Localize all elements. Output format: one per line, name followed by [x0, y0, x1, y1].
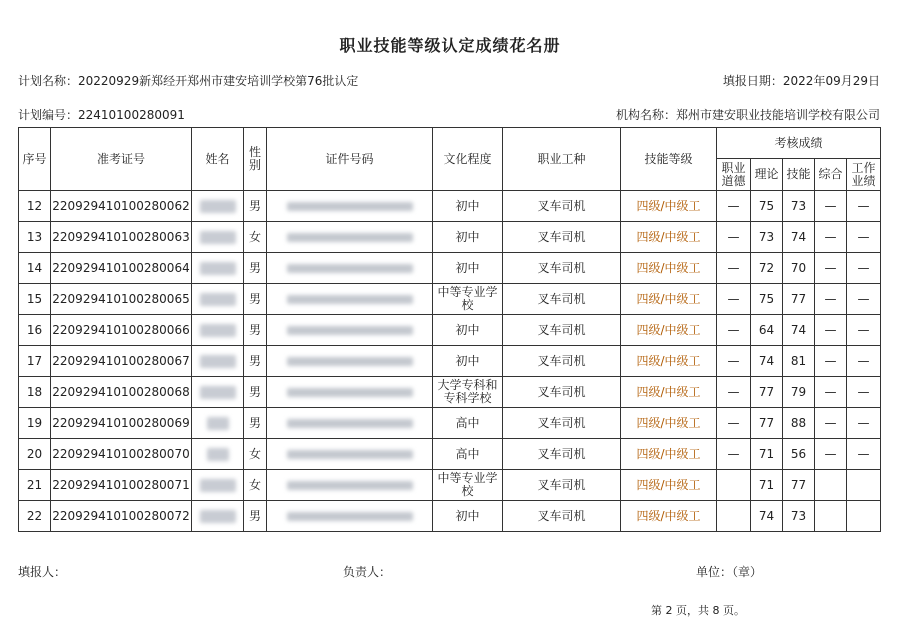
- redacted-name: [200, 355, 236, 368]
- cell-occupation: 叉车司机: [503, 377, 621, 408]
- page-indicator: 第 2 页，共 8 页。: [651, 604, 745, 617]
- cell-occupation: 叉车司机: [503, 191, 621, 222]
- cell-performance: —: [847, 377, 881, 408]
- cell-exam-no: 220929410100280063: [51, 222, 192, 253]
- cell-seq: 17: [19, 346, 51, 377]
- cell-name: [192, 408, 244, 439]
- cell-name: [192, 253, 244, 284]
- cell-occupation: 叉车司机: [503, 284, 621, 315]
- redacted-name: [200, 200, 236, 213]
- cell-theory: 74: [751, 501, 783, 532]
- organization-name: 机构名称：郑州市建安职业技能培训学校有限公司: [615, 108, 880, 122]
- cell-theory: 72: [751, 253, 783, 284]
- cell-skill: 88: [783, 408, 815, 439]
- cell-exam-no: 220929410100280072: [51, 501, 192, 532]
- cell-gender: 男: [244, 191, 267, 222]
- cell-seq: 14: [19, 253, 51, 284]
- cell-level: 四级/中级工: [621, 408, 717, 439]
- cell-level: 四级/中级工: [621, 284, 717, 315]
- cell-skill: 81: [783, 346, 815, 377]
- cell-name: [192, 315, 244, 346]
- cell-skill: 56: [783, 439, 815, 470]
- cell-occupation: 叉车司机: [503, 470, 621, 501]
- cell-performance: —: [847, 222, 881, 253]
- cell-skill: 77: [783, 470, 815, 501]
- cell-performance: [847, 470, 881, 501]
- cell-theory: 74: [751, 346, 783, 377]
- cell-occupation: 叉车司机: [503, 439, 621, 470]
- table-row: [19, 377, 881, 408]
- cell-gender: 男: [244, 253, 267, 284]
- cell-theory: 71: [751, 439, 783, 470]
- cell-level: 四级/中级工: [621, 222, 717, 253]
- cell-comprehensive: —: [815, 191, 847, 222]
- redacted-id: [287, 388, 413, 397]
- cell-performance: —: [847, 439, 881, 470]
- cell-performance: [847, 501, 881, 532]
- cell-exam-no: 220929410100280062: [51, 191, 192, 222]
- cell-gender: 男: [244, 315, 267, 346]
- col-exam-no: 准考证号: [51, 128, 192, 191]
- cell-id-no: [267, 284, 433, 315]
- cell-seq: 15: [19, 284, 51, 315]
- cell-comprehensive: —: [815, 408, 847, 439]
- table-row: [19, 346, 881, 377]
- cell-comprehensive: —: [815, 377, 847, 408]
- cell-ethics: —: [717, 191, 751, 222]
- table-row: [19, 408, 881, 439]
- cell-education: 初中: [433, 191, 503, 222]
- redacted-id: [287, 295, 413, 304]
- cell-skill: 74: [783, 315, 815, 346]
- cell-comprehensive: [815, 470, 847, 501]
- cell-seq: 22: [19, 501, 51, 532]
- plan-number: 计划编号：22410100280091: [18, 108, 185, 122]
- cell-name: [192, 284, 244, 315]
- redacted-id: [287, 419, 413, 428]
- cell-comprehensive: —: [815, 284, 847, 315]
- cell-theory: 73: [751, 222, 783, 253]
- cell-name: [192, 222, 244, 253]
- cell-theory: 75: [751, 191, 783, 222]
- cell-skill: 70: [783, 253, 815, 284]
- cell-seq: 16: [19, 315, 51, 346]
- redacted-name: [200, 293, 236, 306]
- cell-id-no: [267, 470, 433, 501]
- cell-skill: 73: [783, 501, 815, 532]
- col-level: 技能等级: [621, 128, 717, 191]
- reporter-label: 填报人：: [18, 565, 67, 579]
- col-comprehensive: 综合: [815, 159, 847, 191]
- cell-id-no: [267, 377, 433, 408]
- cell-ethics: —: [717, 315, 751, 346]
- cell-occupation: 叉车司机: [503, 501, 621, 532]
- cell-ethics: [717, 501, 751, 532]
- table-row: [19, 439, 881, 470]
- cell-performance: —: [847, 284, 881, 315]
- cell-exam-no: 220929410100280067: [51, 346, 192, 377]
- cell-education: 初中: [433, 253, 503, 284]
- col-seq: 序号: [19, 128, 51, 191]
- cell-id-no: [267, 222, 433, 253]
- cell-exam-no: 220929410100280071: [51, 470, 192, 501]
- redacted-id: [287, 326, 413, 335]
- cell-ethics: —: [717, 346, 751, 377]
- col-skill: 技能: [783, 159, 815, 191]
- cell-gender: 女: [244, 439, 267, 470]
- cell-level: 四级/中级工: [621, 377, 717, 408]
- cell-level: 四级/中级工: [621, 191, 717, 222]
- cell-name: [192, 377, 244, 408]
- cell-id-no: [267, 253, 433, 284]
- redacted-name: [207, 417, 229, 430]
- table-row: [19, 470, 881, 501]
- col-name: 姓名: [192, 128, 244, 191]
- table-row: [19, 315, 881, 346]
- cell-education: 大学专科和专科学校: [433, 377, 503, 408]
- redacted-id: [287, 264, 413, 273]
- cell-theory: 77: [751, 408, 783, 439]
- redacted-name: [200, 479, 236, 492]
- cell-comprehensive: [815, 501, 847, 532]
- cell-seq: 13: [19, 222, 51, 253]
- cell-comprehensive: —: [815, 253, 847, 284]
- cell-ethics: [717, 470, 751, 501]
- cell-skill: 74: [783, 222, 815, 253]
- cell-comprehensive: —: [815, 439, 847, 470]
- cell-exam-no: 220929410100280068: [51, 377, 192, 408]
- cell-performance: —: [847, 346, 881, 377]
- table-row: [19, 191, 881, 222]
- cell-theory: 64: [751, 315, 783, 346]
- cell-education: 初中: [433, 346, 503, 377]
- col-id-no: 证件号码: [267, 128, 433, 191]
- redacted-id: [287, 233, 413, 242]
- cell-comprehensive: —: [815, 222, 847, 253]
- cell-exam-no: 220929410100280066: [51, 315, 192, 346]
- cell-education: 高中: [433, 439, 503, 470]
- cell-comprehensive: —: [815, 315, 847, 346]
- cell-level: 四级/中级工: [621, 470, 717, 501]
- cell-level: 四级/中级工: [621, 315, 717, 346]
- cell-education: 中等专业学校: [433, 284, 503, 315]
- cell-performance: —: [847, 408, 881, 439]
- cell-skill: 73: [783, 191, 815, 222]
- cell-id-no: [267, 346, 433, 377]
- cell-occupation: 叉车司机: [503, 222, 621, 253]
- redacted-id: [287, 202, 413, 211]
- cell-seq: 18: [19, 377, 51, 408]
- roster-table: [18, 127, 881, 532]
- cell-skill: 77: [783, 284, 815, 315]
- cell-comprehensive: —: [815, 346, 847, 377]
- cell-skill: 79: [783, 377, 815, 408]
- redacted-id: [287, 450, 413, 459]
- cell-gender: 男: [244, 346, 267, 377]
- cell-gender: 男: [244, 408, 267, 439]
- cell-id-no: [267, 315, 433, 346]
- unit-seal-label: 单位：（章）: [696, 565, 763, 579]
- cell-ethics: —: [717, 408, 751, 439]
- cell-gender: 女: [244, 222, 267, 253]
- redacted-id: [287, 357, 413, 366]
- cell-seq: 12: [19, 191, 51, 222]
- col-theory: 理论: [751, 159, 783, 191]
- cell-exam-no: 220929410100280069: [51, 408, 192, 439]
- redacted-name: [200, 262, 236, 275]
- cell-theory: 71: [751, 470, 783, 501]
- cell-level: 四级/中级工: [621, 439, 717, 470]
- cell-occupation: 叉车司机: [503, 346, 621, 377]
- cell-level: 四级/中级工: [621, 346, 717, 377]
- cell-seq: 20: [19, 439, 51, 470]
- col-performance: 工作业绩: [847, 159, 881, 191]
- cell-name: [192, 501, 244, 532]
- cell-education: 初中: [433, 222, 503, 253]
- cell-id-no: [267, 408, 433, 439]
- col-gender: 性别: [244, 128, 267, 191]
- cell-gender: 女: [244, 470, 267, 501]
- cell-exam-no: 220929410100280070: [51, 439, 192, 470]
- cell-ethics: —: [717, 222, 751, 253]
- cell-gender: 男: [244, 501, 267, 532]
- report-date: 填报日期：2022年09月29日: [722, 74, 880, 88]
- redacted-id: [287, 481, 413, 490]
- redacted-name: [207, 448, 229, 461]
- leader-label: 负责人：: [343, 565, 392, 579]
- cell-theory: 77: [751, 377, 783, 408]
- table-row: [19, 253, 881, 284]
- cell-performance: —: [847, 315, 881, 346]
- cell-ethics: —: [717, 284, 751, 315]
- cell-name: [192, 346, 244, 377]
- cell-occupation: 叉车司机: [503, 315, 621, 346]
- table-row: [19, 501, 881, 532]
- cell-performance: —: [847, 253, 881, 284]
- col-scores: 考核成绩: [717, 128, 881, 159]
- cell-name: [192, 439, 244, 470]
- cell-education: 高中: [433, 408, 503, 439]
- cell-education: 中等专业学校: [433, 470, 503, 501]
- cell-id-no: [267, 191, 433, 222]
- redacted-name: [200, 231, 236, 244]
- cell-seq: 21: [19, 470, 51, 501]
- col-occupation: 职业工种: [503, 128, 621, 191]
- col-education: 文化程度: [433, 128, 503, 191]
- cell-id-no: [267, 501, 433, 532]
- cell-gender: 男: [244, 377, 267, 408]
- plan-name: 计划名称：20220929新郑经开郑州市建安培训学校第76批认定: [18, 74, 359, 88]
- cell-ethics: —: [717, 439, 751, 470]
- cell-performance: —: [847, 191, 881, 222]
- cell-name: [192, 470, 244, 501]
- redacted-id: [287, 512, 413, 521]
- cell-theory: 75: [751, 284, 783, 315]
- cell-ethics: —: [717, 253, 751, 284]
- redacted-name: [200, 510, 236, 523]
- page-title: 职业技能等级认定成绩花名册: [339, 36, 561, 55]
- cell-seq: 19: [19, 408, 51, 439]
- redacted-name: [200, 324, 236, 337]
- cell-level: 四级/中级工: [621, 501, 717, 532]
- cell-level: 四级/中级工: [621, 253, 717, 284]
- col-ethics: 职业道德: [717, 159, 751, 191]
- cell-exam-no: 220929410100280065: [51, 284, 192, 315]
- cell-education: 初中: [433, 501, 503, 532]
- redacted-name: [200, 386, 236, 399]
- cell-occupation: 叉车司机: [503, 408, 621, 439]
- cell-gender: 男: [244, 284, 267, 315]
- cell-ethics: —: [717, 377, 751, 408]
- cell-education: 初中: [433, 315, 503, 346]
- table-row: [19, 284, 881, 315]
- cell-name: [192, 191, 244, 222]
- table-row: [19, 222, 881, 253]
- cell-id-no: [267, 439, 433, 470]
- cell-exam-no: 220929410100280064: [51, 253, 192, 284]
- cell-occupation: 叉车司机: [503, 253, 621, 284]
